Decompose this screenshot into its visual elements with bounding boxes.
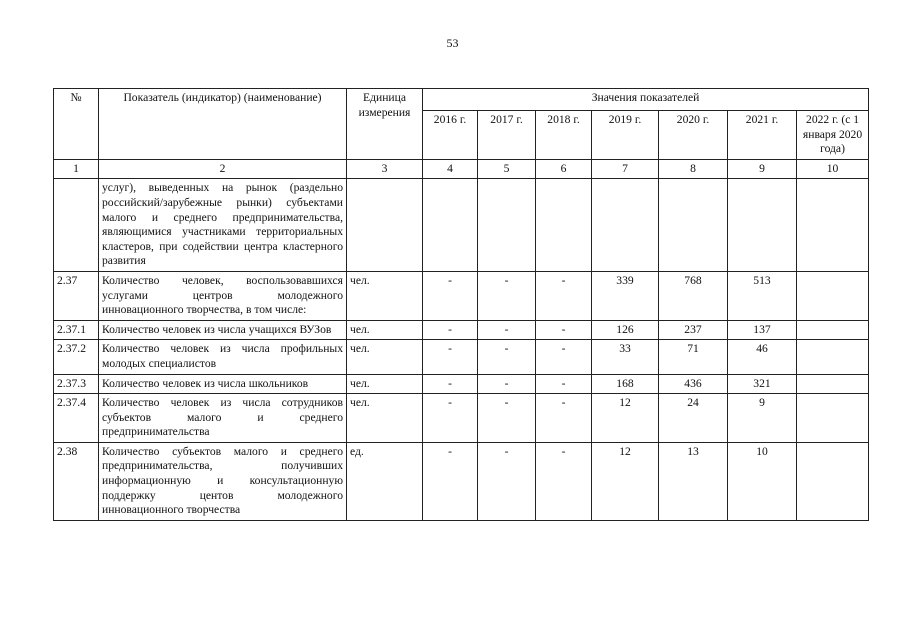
column-number: 6 bbox=[536, 159, 592, 179]
indicator-name: услуг), выведенных на рынок (раздельно российский/зарубежные рынки) субъектами малого и среднего предпринимательства, являющимися участниками территориальных кластеров, при содействии центра кластерного развития bbox=[99, 179, 347, 272]
column-number: 1 bbox=[54, 159, 99, 179]
unit: чел. bbox=[347, 340, 423, 374]
value-cell bbox=[797, 374, 869, 394]
indicator-name: Количество субъектов малого и среднего предпринимательства, получивших информационную и консультационную поддержку центов молодежного инновационного творчества bbox=[99, 442, 347, 520]
header-year: 2019 г. bbox=[592, 111, 659, 160]
value-cell bbox=[797, 442, 869, 520]
value-cell bbox=[592, 179, 659, 272]
value-cell: 321 bbox=[728, 374, 797, 394]
value-cell: 12 bbox=[592, 442, 659, 520]
value-cell bbox=[797, 271, 869, 320]
value-cell: - bbox=[423, 374, 478, 394]
table-row bbox=[54, 271, 869, 320]
table-row bbox=[54, 179, 869, 272]
row-number: 2.37 bbox=[54, 271, 99, 320]
value-cell: 768 bbox=[659, 271, 728, 320]
header-values-group: Значения показателей bbox=[423, 89, 869, 111]
table-row bbox=[54, 320, 869, 340]
indicator-name: Количество человек, воспользовавшихся услугами центров молодежного инновационного творчества, в том числе: bbox=[99, 271, 347, 320]
value-cell: - bbox=[478, 394, 536, 443]
header-year: 2022 г. (с 1 января 2020 года) bbox=[797, 111, 869, 160]
value-cell bbox=[478, 179, 536, 272]
unit: чел. bbox=[347, 320, 423, 340]
value-cell: 237 bbox=[659, 320, 728, 340]
row-number: 2.37.2 bbox=[54, 340, 99, 374]
table-row bbox=[54, 374, 869, 394]
unit: чел. bbox=[347, 374, 423, 394]
unit: ед. bbox=[347, 442, 423, 520]
column-number: 4 bbox=[423, 159, 478, 179]
value-cell: - bbox=[536, 340, 592, 374]
header-year: 2016 г. bbox=[423, 111, 478, 160]
value-cell: - bbox=[478, 442, 536, 520]
value-cell: 46 bbox=[728, 340, 797, 374]
header-year: 2017 г. bbox=[478, 111, 536, 160]
indicator-name: Количество человек из числа сотрудников субъектов малого и среднего предпринимательства bbox=[99, 394, 347, 443]
value-cell: - bbox=[423, 340, 478, 374]
table-row bbox=[54, 394, 869, 443]
value-cell: - bbox=[423, 394, 478, 443]
value-cell: - bbox=[423, 271, 478, 320]
unit bbox=[347, 179, 423, 272]
row-number: 2.38 bbox=[54, 442, 99, 520]
header-indicator: Показатель (индикатор) (наименование) bbox=[99, 89, 347, 160]
value-cell: - bbox=[478, 271, 536, 320]
value-cell: - bbox=[536, 271, 592, 320]
indicators-table bbox=[53, 88, 869, 521]
row-number: 2.37.1 bbox=[54, 320, 99, 340]
value-cell: 339 bbox=[592, 271, 659, 320]
value-cell: 513 bbox=[728, 271, 797, 320]
value-cell: 71 bbox=[659, 340, 728, 374]
value-cell bbox=[423, 179, 478, 272]
value-cell: - bbox=[478, 340, 536, 374]
value-cell: 436 bbox=[659, 374, 728, 394]
column-number: 10 bbox=[797, 159, 869, 179]
value-cell bbox=[797, 340, 869, 374]
table-row bbox=[54, 340, 869, 374]
row-number: 2.37.4 bbox=[54, 394, 99, 443]
value-cell: 168 bbox=[592, 374, 659, 394]
header-year: 2021 г. bbox=[728, 111, 797, 160]
value-cell bbox=[797, 179, 869, 272]
header-year: 2020 г. bbox=[659, 111, 728, 160]
column-number: 9 bbox=[728, 159, 797, 179]
header-no: № bbox=[54, 89, 99, 160]
column-number: 5 bbox=[478, 159, 536, 179]
value-cell: 12 bbox=[592, 394, 659, 443]
value-cell bbox=[659, 179, 728, 272]
value-cell: - bbox=[536, 320, 592, 340]
column-number: 3 bbox=[347, 159, 423, 179]
value-cell bbox=[728, 179, 797, 272]
value-cell bbox=[797, 320, 869, 340]
value-cell: 126 bbox=[592, 320, 659, 340]
value-cell: - bbox=[536, 374, 592, 394]
column-number: 8 bbox=[659, 159, 728, 179]
value-cell: - bbox=[536, 442, 592, 520]
indicator-name: Количество человек из числа учащихся ВУЗов bbox=[99, 320, 347, 340]
table-row bbox=[54, 442, 869, 520]
value-cell: 33 bbox=[592, 340, 659, 374]
row-number bbox=[54, 179, 99, 272]
value-cell: 13 bbox=[659, 442, 728, 520]
value-cell: - bbox=[423, 442, 478, 520]
value-cell bbox=[536, 179, 592, 272]
value-cell: 9 bbox=[728, 394, 797, 443]
value-cell: - bbox=[423, 320, 478, 340]
value-cell: 137 bbox=[728, 320, 797, 340]
page-number: 53 bbox=[446, 36, 459, 50]
indicator-name: Количество человек из числа школьников bbox=[99, 374, 347, 394]
value-cell: 10 bbox=[728, 442, 797, 520]
value-cell: - bbox=[536, 394, 592, 443]
column-number: 7 bbox=[592, 159, 659, 179]
indicator-name: Количество человек из числа профильных молодых специалистов bbox=[99, 340, 347, 374]
value-cell: 24 bbox=[659, 394, 728, 443]
column-number: 2 bbox=[99, 159, 347, 179]
value-cell: - bbox=[478, 374, 536, 394]
unit: чел. bbox=[347, 394, 423, 443]
header-year: 2018 г. bbox=[536, 111, 592, 160]
row-number: 2.37.3 bbox=[54, 374, 99, 394]
unit: чел. bbox=[347, 271, 423, 320]
value-cell bbox=[797, 394, 869, 443]
value-cell: - bbox=[478, 320, 536, 340]
header-unit: Единица измерения bbox=[347, 89, 423, 160]
